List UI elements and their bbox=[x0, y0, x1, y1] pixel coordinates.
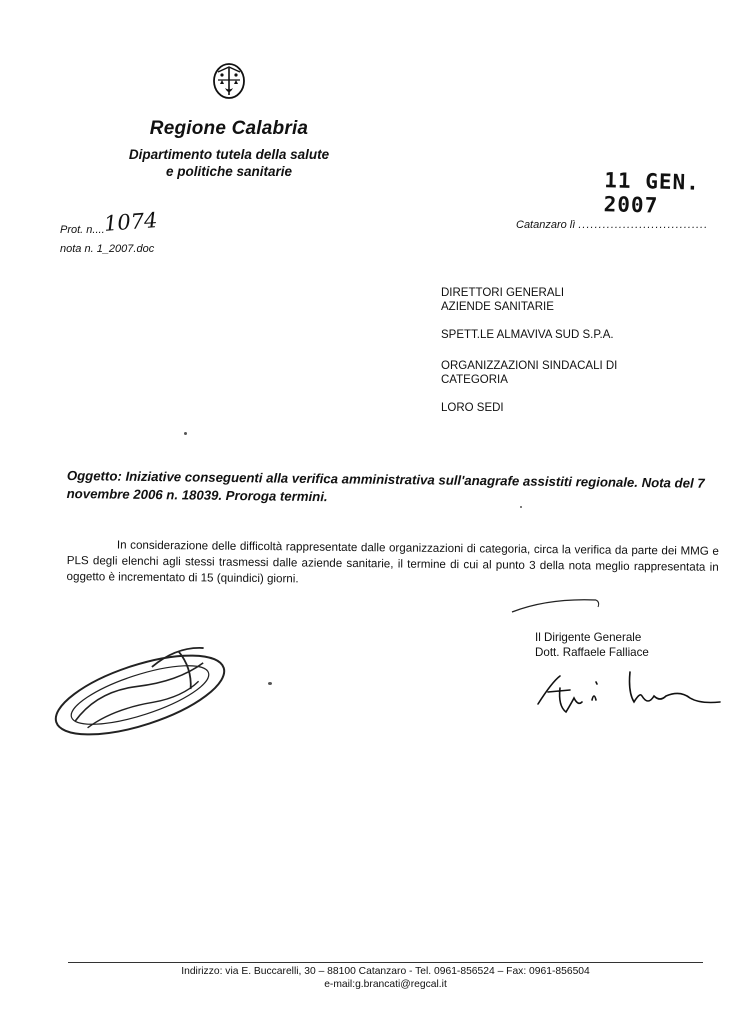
recipient-line bbox=[441, 359, 701, 387]
recipient-line bbox=[441, 286, 701, 314]
recipient-line: LORO SEDI bbox=[441, 402, 504, 414]
department-name bbox=[96, 146, 362, 180]
recipient-text: AZIENDE SANITARIE bbox=[441, 301, 554, 313]
recipients-block bbox=[441, 286, 701, 432]
scan-speck bbox=[520, 506, 522, 508]
place-date-line bbox=[516, 219, 708, 231]
place-date-filler: ................................ bbox=[578, 219, 709, 231]
subject-line bbox=[67, 467, 717, 511]
place-label: Catanzaro lì bbox=[516, 219, 576, 231]
footer-email: e-mail:g.brancati@regcal.it bbox=[324, 979, 447, 990]
scan-speck bbox=[268, 682, 272, 685]
signer-title: Il Dirigente Generale bbox=[535, 631, 642, 644]
department-line-1: Dipartimento tutela della salute bbox=[128, 147, 330, 162]
footer-divider bbox=[68, 962, 703, 963]
recipient-text: DIRETTORI GENERALI bbox=[441, 287, 565, 299]
signer-block bbox=[535, 630, 649, 660]
subject-text: Iniziative conseguenti alla verifica amministrativa sull'anagrafe assistiti regionale. Nota del 7 novembre 2006 n. 18039. Proroga termini. bbox=[66, 468, 705, 505]
regional-coat-of-arms-icon bbox=[198, 58, 260, 108]
protocol-label: Prot. n.... bbox=[60, 224, 105, 236]
letter-body: In considerazione delle difficoltà rappresentate dalle organizzazioni di categoria, circa la verifica da parte dei MMG e PLS degli elenchi agli stessi trasmessi dalle aziende sanitarie, il termine di cui al punto 3 della nota meglio rappresentata in oggetto è incrementato di 15 (quindici) giorni. bbox=[66, 538, 719, 586]
footer-address: Indirizzo: via E. Buccarelli, 30 – 88100 Catanzaro - Tel. 0961-856524 – Fax: 0961-856504 bbox=[181, 966, 590, 977]
nota-reference: nota n. 1_2007.doc bbox=[60, 243, 155, 255]
scan-speck bbox=[184, 432, 187, 435]
recipient-text: ORGANIZZAZIONI SINDACALI DI bbox=[441, 360, 618, 372]
subject-label: Oggetto: bbox=[66, 467, 122, 484]
department-line-2: e politiche sanitarie bbox=[165, 164, 293, 179]
signer-name: Dott. Raffaele Falliace bbox=[535, 646, 649, 659]
date-stamp: 11 GEN. 2007 bbox=[603, 168, 701, 218]
recipient-line: SPETT.LE ALMAVIVA SUD S.P.A. bbox=[441, 329, 614, 341]
recipient-text: CATEGORIA bbox=[441, 374, 508, 386]
official-round-stamp bbox=[40, 640, 240, 740]
pen-stroke-mark bbox=[508, 592, 608, 617]
protocol-number: 1074 bbox=[103, 208, 159, 236]
handwritten-signature bbox=[530, 662, 730, 724]
organization-name: Regione Calabria bbox=[149, 118, 309, 139]
protocol-line bbox=[60, 208, 159, 236]
